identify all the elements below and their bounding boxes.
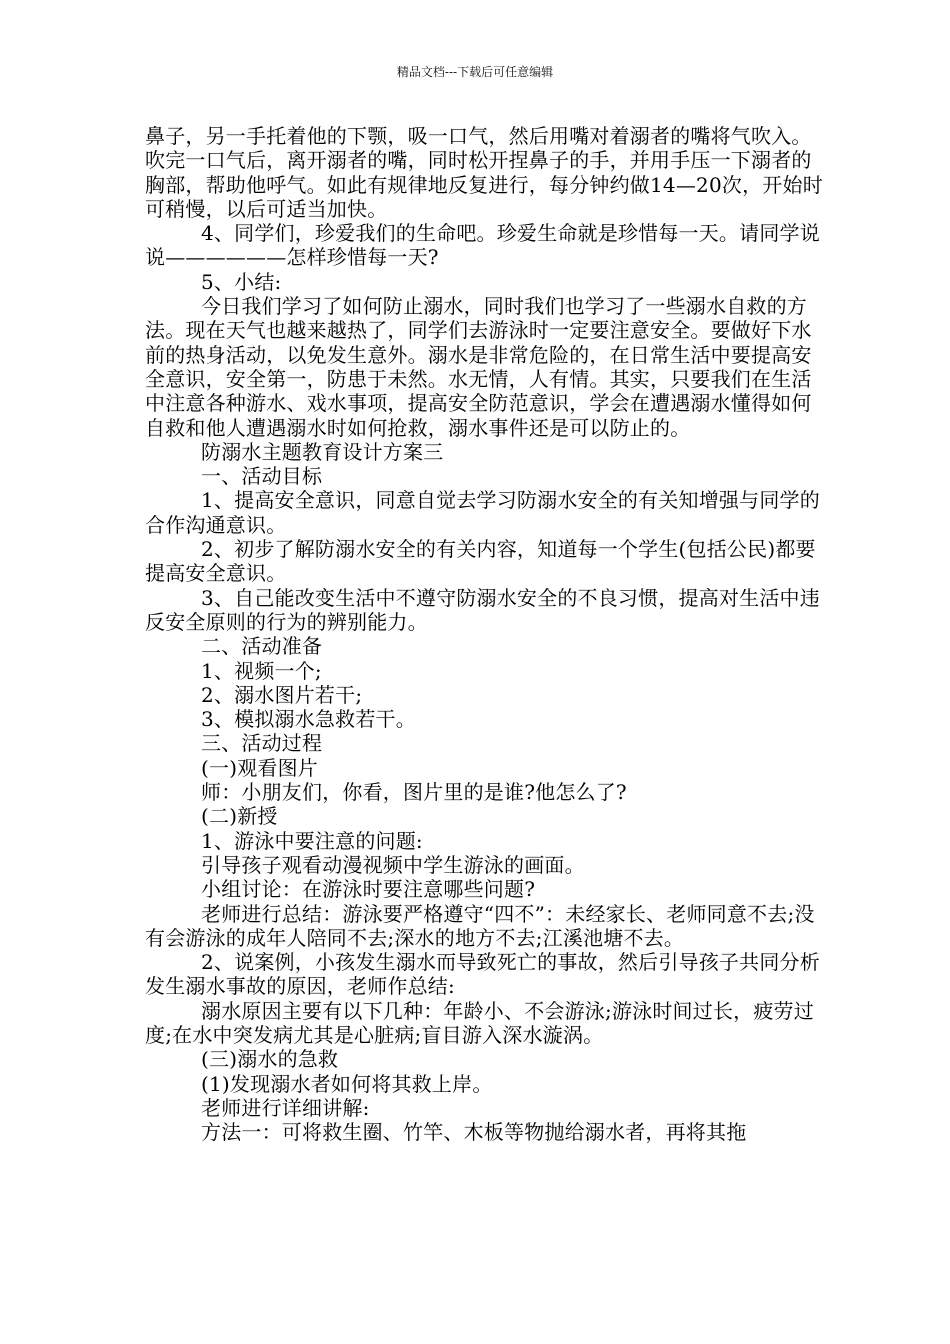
paragraph: 2、溺水图片若干; <box>201 682 363 707</box>
paragraph: 引导孩子观看动漫视频中学生游泳的画面。 <box>201 852 585 877</box>
paragraph: 溺水原因主要有以下几种：年龄小、不会游泳;游泳时间过长，疲劳过度;在水中突发病尤其是心脏病;盲目游入深水漩涡。 <box>145 998 814 1047</box>
paragraph: (二)新授 <box>201 804 278 829</box>
paragraph: 1、提高安全意识，同意自觉去学习防溺水安全的有关知增强与同学的合作沟通意识。 <box>145 488 820 537</box>
paragraph: (一)观看图片 <box>201 755 319 780</box>
paragraph: 一、活动目标 <box>201 464 323 489</box>
paragraph: 方法一：可将救生圈、竹竿、木板等物抛给溺水者，再将其拖 <box>201 1120 747 1145</box>
paragraph: 3、模拟溺水急救若干。 <box>201 707 416 732</box>
paragraph: 鼻子，另一手托着他的下颚，吸一口气，然后用嘴对着溺者的嘴将气吹入。吹完一口气后，离开溺者的嘴，同时松开捏鼻子的手，并用手压一下溺者的胸部，帮助他呼气。如此有规律地反复进行，每分钟约做14—20次，开始时可稍慢，以后可适当加快。 <box>145 124 823 221</box>
paragraph: 1、游泳中要注意的问题: <box>201 828 423 853</box>
paragraph: 2、初步了解防溺水安全的有关内容，知道每一个学生(包括公民)都要提高安全意识。 <box>145 537 816 586</box>
paragraph: 3、自己能改变生活中不遵守防溺水安全的不良习惯，提高对生活中违反安全原则的行为的辨别能力。 <box>145 585 820 634</box>
paragraph: 小组讨论：在游泳时要注意哪些问题? <box>201 877 536 902</box>
paragraph: 老师进行总结：游泳要严格遵守“四不”：未经家长、老师同意不去;没有会游泳的成年人陪同不去;深水的地方不去;江溪池塘不去。 <box>145 901 815 950</box>
paragraph: 1、视频一个; <box>201 658 322 683</box>
paragraph: 老师进行详细讲解: <box>201 1095 370 1120</box>
page-header: 精品文档---下载后可任意编辑 <box>396 65 554 79</box>
paragraph: 今日我们学习了如何防止溺水，同时我们也学习了一些溺水自救的方法。现在天气也越来越热了，同学们去游泳时一定要注意安全。要做好下水前的热身活动，以免发生意外。溺水是非常危险的，在日常生活中要提高安全意识，安全第一，防患于未然。水无情，人有情。其实，只要我们在生活中注意各种游水、戏水事项，提高安全防范意识，学会在遭遇溺水懂得如何自救和他人遭遇溺水时如何抢救，溺水事件还是可以防止的。 <box>145 294 812 440</box>
paragraph: 师：小朋友们，你看，图片里的是谁?他怎么了? <box>201 780 627 805</box>
paragraph: (三)溺水的急救 <box>201 1047 339 1072</box>
paragraph: 2、说案例，小孩发生溺水而导致死亡的事故，然后引导孩子共同分析发生溺水事故的原因，老师作总结: <box>145 950 820 999</box>
paragraph: 5、小结: <box>201 269 282 294</box>
paragraph: (1)发现溺水者如何将其救上岸。 <box>201 1071 493 1096</box>
paragraph: 防溺水主题教育设计方案三 <box>201 439 444 464</box>
paragraph: 二、活动准备 <box>201 634 323 659</box>
document-body <box>145 124 825 1144</box>
paragraph: 三、活动过程 <box>201 731 323 756</box>
paragraph: 4、同学们，珍爱我们的生命吧。珍爱生命就是珍惜每一天。请同学说说——————怎样珍惜每一天? <box>145 221 820 270</box>
